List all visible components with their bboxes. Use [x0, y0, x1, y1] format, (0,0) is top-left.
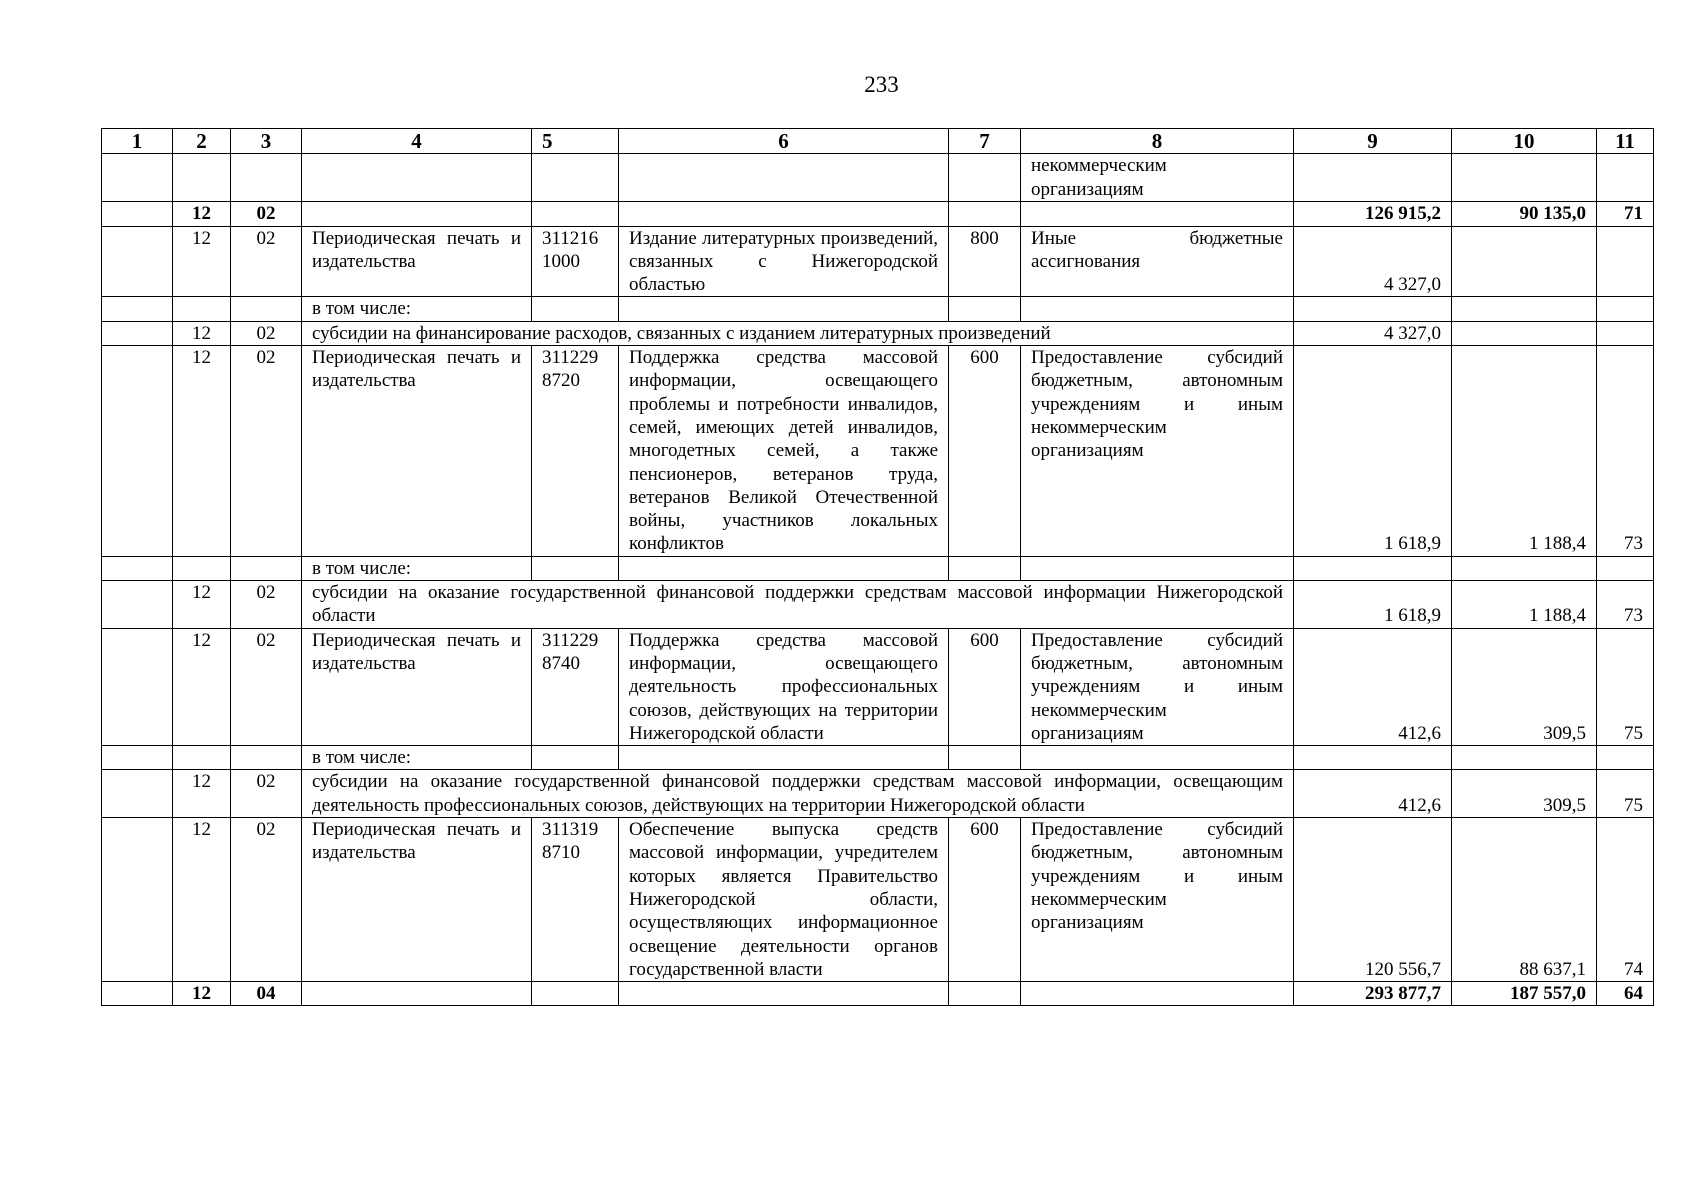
expense-type-code: 600: [949, 346, 1021, 557]
expense-type-name: Предоставление субсидий бюджетным, автономным учреждениям и иным некоммерческим организациям: [1021, 346, 1294, 557]
table-row: [102, 297, 1654, 321]
section-code: 12: [173, 982, 231, 1006]
expense-type-name: Иные бюджетные ассигнования: [1021, 226, 1294, 297]
plan-amount: 126 915,2: [1294, 202, 1452, 226]
subsection-code: 02: [231, 581, 302, 629]
expense-type-code: 800: [949, 226, 1021, 297]
percent-executed: 75: [1597, 770, 1654, 818]
actual-amount: 187 557,0: [1452, 982, 1597, 1006]
section-code: 12: [173, 346, 231, 557]
percent-executed: 73: [1597, 581, 1654, 629]
subsection-name: Периодическая печать и издательства: [302, 226, 532, 297]
percent-executed: 71: [1597, 202, 1654, 226]
percent-executed: 75: [1597, 628, 1654, 745]
column-header: 10: [1452, 129, 1597, 154]
expense-type-cell: некоммерческим организациям: [1021, 154, 1294, 202]
actual-amount: 88 637,1: [1452, 818, 1597, 982]
section-code: 12: [173, 628, 231, 745]
table-row: [102, 746, 1654, 770]
plan-amount: 1 618,9: [1294, 581, 1452, 629]
section-total-row: [102, 202, 1654, 226]
table-row: [102, 628, 1654, 745]
subsection-code: 02: [231, 346, 302, 557]
subsection-code: 02: [231, 770, 302, 818]
table-row: [102, 346, 1654, 557]
column-header: 4: [302, 129, 532, 154]
column-header: 1: [102, 129, 173, 154]
column-header: 7: [949, 129, 1021, 154]
actual-amount: 309,5: [1452, 770, 1597, 818]
plan-amount: 4 327,0: [1294, 321, 1452, 345]
column-header: 5: [532, 129, 619, 154]
subsection-code: 02: [231, 321, 302, 345]
article-name: Издание литературных произведений, связанных с Нижегородской областью: [619, 226, 949, 297]
expense-type-code: 600: [949, 818, 1021, 982]
column-header: 11: [1597, 129, 1654, 154]
plan-amount: 293 877,7: [1294, 982, 1452, 1006]
budget-table: [101, 128, 1654, 1006]
actual-amount: 90 135,0: [1452, 202, 1597, 226]
section-code: 12: [173, 202, 231, 226]
plan-amount: 412,6: [1294, 628, 1452, 745]
column-header: 6: [619, 129, 949, 154]
table-header-row: [102, 129, 1654, 154]
table-row: [102, 770, 1654, 818]
plan-amount: 4 327,0: [1294, 226, 1452, 297]
section-code: 12: [173, 226, 231, 297]
subsection-code: 02: [231, 202, 302, 226]
column-header: 9: [1294, 129, 1452, 154]
including-label: в том числе:: [302, 556, 532, 580]
subsection-code: 02: [231, 628, 302, 745]
table-row: [102, 818, 1654, 982]
subsection-code: 04: [231, 982, 302, 1006]
subsection-code: 02: [231, 818, 302, 982]
actual-amount: 1 188,4: [1452, 581, 1597, 629]
table-row: [102, 226, 1654, 297]
section-code: 12: [173, 321, 231, 345]
target-article-code: 311319 8710: [532, 818, 619, 982]
subsection-name: Периодическая печать и издательства: [302, 628, 532, 745]
column-header: 8: [1021, 129, 1294, 154]
column-header: 2: [173, 129, 231, 154]
article-name: Поддержка средства массовой информации, освещающего проблемы и потребности инвалидов, семей, имеющих детей инвалидов, многодетных семей, а также пенсионеров, ветеранов труда, ветеранов Великой Отечественной войны, участников локальных конфликтов: [619, 346, 949, 557]
section-code: 12: [173, 581, 231, 629]
target-article-code: 311229 8720: [532, 346, 619, 557]
subsection-name: Периодическая печать и издательства: [302, 818, 532, 982]
plan-amount: 120 556,7: [1294, 818, 1452, 982]
target-article-code: 311229 8740: [532, 628, 619, 745]
section-total-row: [102, 982, 1654, 1006]
expense-type-name: Предоставление субсидий бюджетным, автономным учреждениям и иным некоммерческим организациям: [1021, 818, 1294, 982]
section-code: 12: [173, 818, 231, 982]
actual-amount: 1 188,4: [1452, 346, 1597, 557]
subsidy-description: субсидии на финансирование расходов, связанных с изданием литературных произведений: [302, 321, 1294, 345]
section-code: 12: [173, 770, 231, 818]
article-name: Поддержка средства массовой информации, освещающего деятельность профессиональных союзов, действующих на территории Нижегородской области: [619, 628, 949, 745]
plan-amount: 1 618,9: [1294, 346, 1452, 557]
including-label: в том числе:: [302, 297, 532, 321]
subsection-name: Периодическая печать и издательства: [302, 346, 532, 557]
page-number: 233: [864, 72, 899, 97]
table-row: [102, 556, 1654, 580]
target-article-code: 311216 1000: [532, 226, 619, 297]
table-row: [102, 321, 1654, 345]
including-label: в том числе:: [302, 746, 532, 770]
percent-executed: 74: [1597, 818, 1654, 982]
plan-amount: 412,6: [1294, 770, 1452, 818]
expense-type-code: 600: [949, 628, 1021, 745]
percent-executed: 64: [1597, 982, 1654, 1006]
percent-executed: 73: [1597, 346, 1654, 557]
subsidy-description: субсидии на оказание государственной финансовой поддержки средствам массовой информации Нижегородской области: [302, 581, 1294, 629]
expense-type-name: Предоставление субсидий бюджетным, автономным учреждениям и иным некоммерческим организациям: [1021, 628, 1294, 745]
article-name: Обеспечение выпуска средств массовой информации, учредителем которых является Правительство Нижегородской области, осуществляющих информационное освещение деятельности органов государственной власти: [619, 818, 949, 982]
table-row: [102, 581, 1654, 629]
actual-amount: 309,5: [1452, 628, 1597, 745]
column-header: 3: [231, 129, 302, 154]
subsidy-description: субсидии на оказание государственной финансовой поддержки средствам массовой информации, освещающим деятельность профессиональных союзов, действующих на территории Нижегородской области: [302, 770, 1294, 818]
subsection-code: 02: [231, 226, 302, 297]
table-row: [102, 154, 1654, 202]
